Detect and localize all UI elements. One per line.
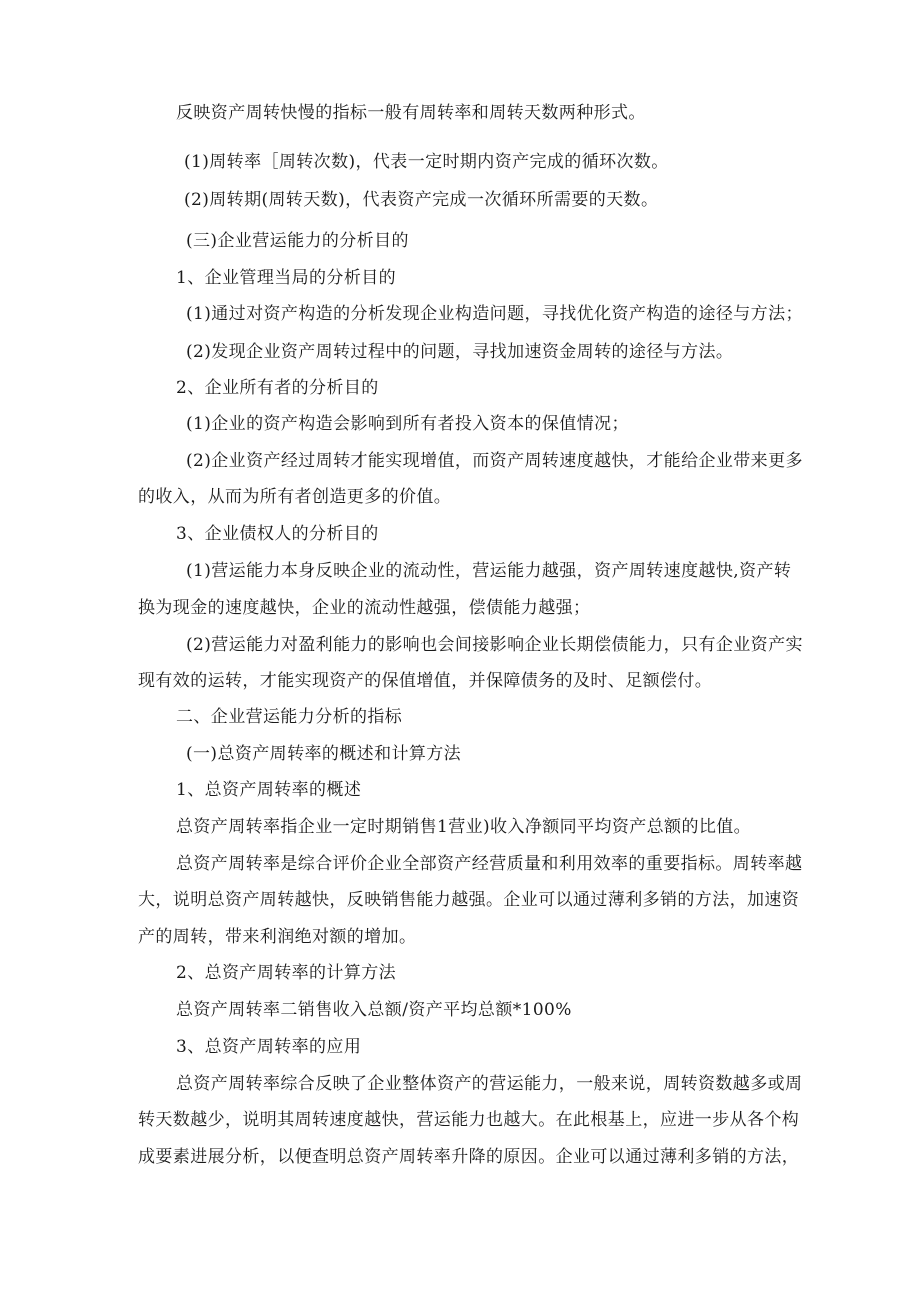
paragraph-line: (1)企业的资产构造会影响到所有者投入资本的保值情况； [186,414,629,434]
subsection-heading: 1、总资产周转率的概述 [176,780,362,800]
paragraph-line: (2)营运能力对盈利能力的影响也会间接影响企业长期偿债能力，只有企业资产实 [186,635,803,655]
formula-line: 总资产周转率二销售收入总额/资产平均总额*100% [176,1000,572,1020]
paragraph-line: (2)发现企业资产周转过程中的问题，寻找加速资金周转的途径与方法。 [186,342,734,362]
subsection-heading: 2、企业所有者的分析目的 [176,378,379,398]
subsection-heading: 2、总资产周转率的计算方法 [176,963,397,983]
paragraph-line: 总资产周转率综合反映了企业整体资产的营运能力，一般来说，周转资数越多或周 [176,1074,803,1094]
paragraph-line: 转天数越少，说明其周转速度越快，营运能力也越大。在此根基上，应进一步从各个构 [138,1110,800,1130]
paragraph-line: 现有效的运转，才能实现资产的保值增值，并保障债务的及时、足额偿付。 [138,671,713,691]
paragraph-line: 成要素进展分析，以便查明总资产周转率升降的原因。企业可以通过薄利多销的方法， [138,1147,800,1167]
paragraph-line: (2)企业资产经过周转才能实现增值，而资产周转速度越快，才能给企业带来更多 [186,451,803,471]
paragraph-line: 反映资产周转快慢的指标一般有周转率和周转天数两种形式。 [176,103,646,123]
subsection-heading: 3、企业债权人的分析目的 [176,524,379,544]
subsection-heading: 1、企业管理当局的分析目的 [176,268,397,288]
paragraph-line: (1)营运能力本身反映企业的流动性，营运能力越强，资产周转速度越快,资产转 [186,561,792,581]
section-heading: (一)总资产周转率的概述和计算方法 [186,744,462,764]
paragraph-line: 产的周转，带来利润绝对额的增加。 [138,927,417,947]
paragraph-line: (1)通过对资产构造的分析发现企业构造问题，寻找优化资产构造的途径与方法； [186,304,803,324]
paragraph-line: 的收入，从而为所有者创造更多的价值。 [138,487,452,507]
paragraph-line: 换为现金的速度越快，企业的流动性越强，偿债能力越强； [138,598,591,618]
section-heading: (三)企业营运能力的分析目的 [186,231,409,251]
paragraph-line: (1)周转率［周转次数)，代表一定时期内资产完成的循环次数。 [184,152,669,172]
paragraph-line: (2)周转期(周转天数)，代表资产完成一次循环所需要的天数。 [184,190,659,210]
paragraph-line: 总资产周转率是综合评价企业全部资产经营质量和利用效率的重要指标。周转率越 [176,854,803,874]
subsection-heading: 3、总资产周转率的应用 [176,1037,362,1057]
section-heading: 二、企业营运能力分析的指标 [176,707,403,727]
paragraph-line: 总资产周转率指企业一定时期销售1营业)收入净额同平均资产总额的比值。 [176,817,752,837]
paragraph-line: 大，说明总资产周转越快，反映销售能力越强。企业可以通过薄利多销的方法，加速资 [138,890,800,910]
